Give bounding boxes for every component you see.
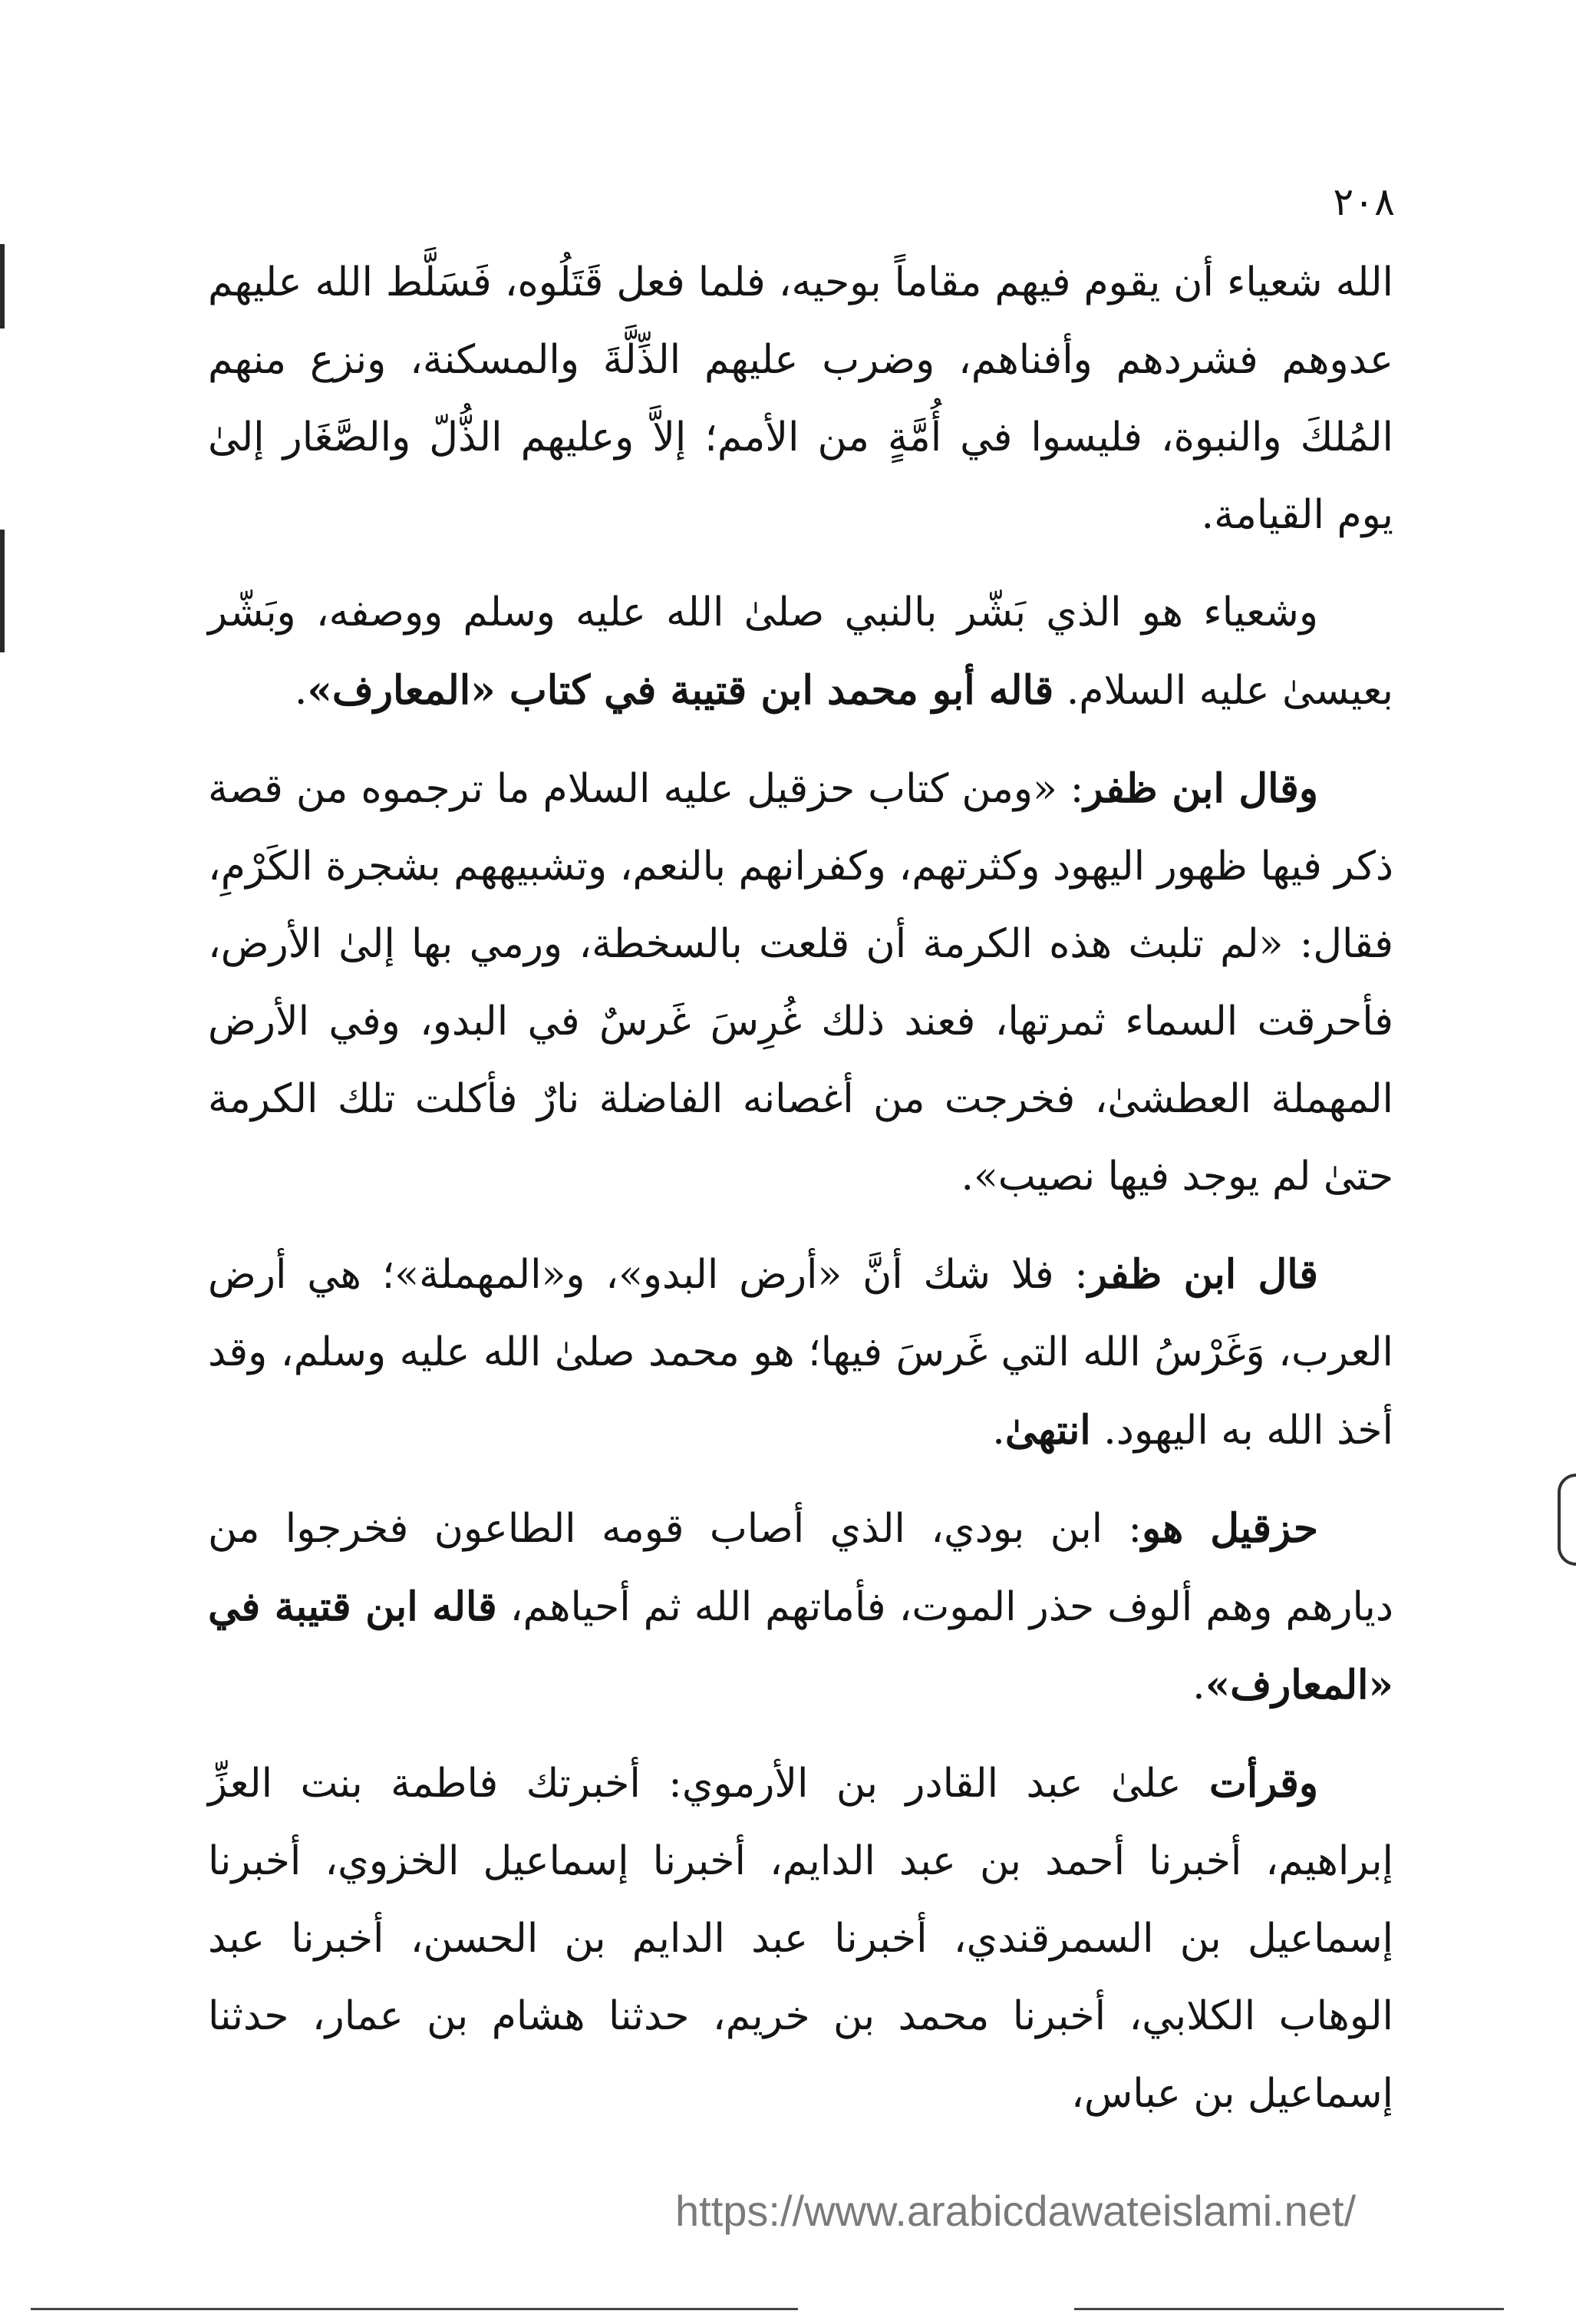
text-run: الله شعياء أن يقوم فيهم مقاماً بوحيه، فلما فعل قَتَلُوه، فَسَلَّط الله عليهم عدوهم فشردهم وأفناهم، وضرب عليهم الذِّلَّةَ والمسكنة، ونزع منهم المُلكَ والنبوة، فليسوا في أُمَّةٍ من الأمم؛ إلاَّ وعليهم الذُّلّ والصَّغَار إلىٰ يوم القيامة. xyxy=(208,259,1393,538)
text-run: : «ومن كتاب حزقيل عليه السلام ما ترجموه من قصة ذكر فيها ظهور اليهود وكثرتهم، وكفرانهم بالنعم، وتشبيههم بشجرة الكَرْمِ، فقال: «لم تلبث هذه الكرمة أن قلعت بالسخطة، ورمي بها إلىٰ الأرض، فأحرقت السماء ثمرتها، فعند ذلك غُرِسَ غَرسٌ في البدو، وفي الأرض المهملة العطشىٰ، فخرجت من أغصانه الفاضلة نارٌ فأكلت تلك الكرمة حتىٰ لم يوجد فيها نصيب». xyxy=(208,766,1393,1200)
watermark-url: https://www.arabicdawateislami.net/ xyxy=(675,2187,1357,2235)
bold-text-run: قاله ابن قتيبة في «المعارف» xyxy=(208,1583,1393,1708)
scan-edge-mark-right xyxy=(1558,1474,1576,1566)
text-run: وشعياء هو الذي بَشّر بالنبي صلىٰ الله عليه وسلم ووصفه، وبَشّر بعيسىٰ عليه السلام. xyxy=(208,589,1393,714)
bottom-rule-left xyxy=(31,2308,798,2310)
paragraph xyxy=(208,244,1393,554)
bottom-rule-right xyxy=(1074,2308,1504,2310)
page-number: ٢٠٨ xyxy=(1333,180,1395,224)
bold-text-run: انتهىٰ xyxy=(1004,1407,1091,1454)
text-run: . xyxy=(992,1408,1005,1454)
bold-text-run: وقرأت xyxy=(1208,1760,1318,1807)
paragraph xyxy=(208,1490,1393,1725)
text-run: : ابن بودي، الذي أصاب قومه الطاعون فخرجوا من ديارهم وهم ألوف حذر الموت، فأماتهم الله ثم أحياهم، xyxy=(208,1506,1393,1630)
text-run: علىٰ عبد القادر بن الأرموي: أخبرتك فاطمة بنت العزِّ إبراهيم، أخبرنا أحمد بن عبد الدايم، أخبرنا إسماعيل الخزوي، أخبرنا إسماعيل بن السمرقندي، أخبرنا عبد الدايم بن الحسن، أخبرنا عبد الوهاب الكلابي، أخبرنا محمد بن خريم، حدثنا هشام بن عمار، حدثنا إسماعيل بن عباس، xyxy=(208,1761,1393,2117)
bold-text-run: قاله أبو محمد ابن قتيبة في كتاب «المعارف» xyxy=(307,667,1054,714)
scan-edge-mark-middle xyxy=(0,530,5,652)
paragraph xyxy=(208,1745,1393,2133)
paragraph xyxy=(208,574,1393,730)
text-run: . xyxy=(294,668,308,714)
bold-text-run: وقال ابن ظفر xyxy=(1083,765,1318,812)
bold-text-run: قال ابن ظفر xyxy=(1087,1251,1318,1298)
paragraph xyxy=(208,750,1393,1216)
paragraph xyxy=(208,1236,1393,1470)
bold-text-run: حزقيل هو xyxy=(1142,1505,1318,1552)
body-text xyxy=(208,244,1393,2153)
text-run: . xyxy=(1192,1662,1205,1708)
scan-edge-mark-top xyxy=(0,244,5,328)
text-run: : فلا شك أنَّ «أرض البدو»، و«المهملة»؛ هي أرض العرب، وَغَرْسُ الله التي غَرسَ فيها؛ هو محمد صلىٰ الله عليه وسلم، وقد أخذ الله به اليهود. xyxy=(208,1252,1393,1454)
